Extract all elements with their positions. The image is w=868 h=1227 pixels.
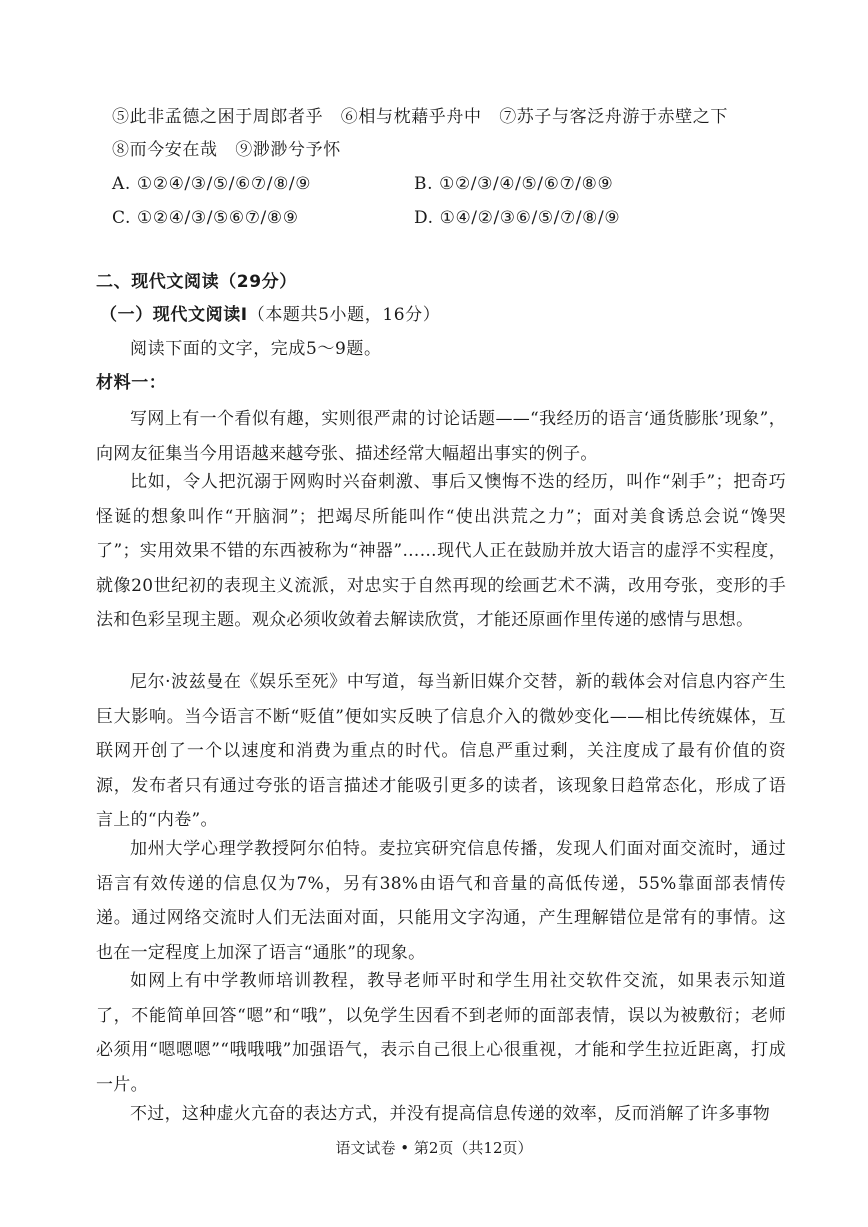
page-footer: 语文试卷 • 第2页（共12页） [335, 1139, 533, 1157]
paragraph-2: 比如，令人把沉溺于网购时兴奋刺激、事后又懊悔不迭的经历，叫作“剁手”；把奇巧怪诞的想象叫作“开脑洞”；把竭尽所能叫作“使出洪荒之力”；面对美食诱总会说“馋哭了”；实用效果不错的东西被称为“神器”……现代人正在鼓励并放大语言的虚浮不实程度，就像20世纪初的表现主义流派，对忠实于自然再现的绘画艺术不满，改用夸张，变形的手法和色彩呈现主题。观众必须收敛着去解读欣赏，才能还原画作里传递的感情与思想。 [96, 472, 786, 630]
options-line-2: ⑧而今安在哉 ⑨渺渺兮予怀 [112, 140, 341, 160]
sub-heading-title: （一）现代文阅读Ⅰ [100, 305, 248, 325]
sub-heading-note: （本题共5小题，16分） [247, 305, 441, 325]
choice-b: B. ①②/③/④/⑤/⑥⑦/⑧⑨ [414, 174, 614, 194]
choice-a: A. ①②④/③/⑤/⑥⑦/⑧/⑨ [112, 174, 312, 194]
options-line-1: ⑤此非孟德之困于周郎者乎 ⑥相与枕藉乎舟中 ⑦苏子与客泛舟游于赤壁之下 [112, 107, 728, 127]
paragraph-5: 如网上有中学教师培训教程，教导老师平时和学生用社交软件交流，如果表示知道了，不能简单回答“嗯”和“哦”，以免学生因看不到老师的面部表情，误以为被敷衍；老师必须用“嗯嗯嗯”“哦哦哦”加强语气，表示自己很上心很重视，才能和学生拉近距离，打成一片。 [96, 971, 786, 1095]
choice-d: D. ①④/②/③⑥/⑤/⑦/⑧/⑨ [414, 208, 621, 228]
paragraph-6: 不过，这种虚火亢奋的表达方式，并没有提高信息传递的效率，反而消解了许多事物 [130, 1104, 771, 1124]
sub-heading [100, 304, 440, 326]
paragraph-3: 尼尔·波兹曼在《娱乐至死》中写道，每当新旧媒介交替，新的载体会对信息内容产生巨大影响。当今语言不断“贬值”便如实反映了信息介入的微妙变化——相比传统媒体，互联网开创了一个以速度和消费为重点的时代。信息严重过剩，关注度成了最有价值的资源，发布者只有通过夸张的语言描述才能吸引更多的读者，该现象日趋常态化，形成了语言上的“内卷”。 [96, 672, 786, 830]
paragraph-4: 加州大学心理学教授阿尔伯特。麦拉宾研究信息传播，发现人们面对面交流时，通过语言有效传递的信息仅为7%，另有38%由语气和音量的高低传递，55%靠面部表情传递。通过网络交流时人们无法面对面，只能用文字沟通，产生理解错位是常有的事情。这也在一定程度上加深了语言“通胀”的现象。 [96, 839, 786, 963]
reading-instruction: 阅读下面的文字，完成5～9题。 [130, 339, 382, 359]
section-heading: 二、现代文阅读（29分） [96, 272, 297, 292]
material-label: 材料一： [96, 373, 167, 393]
paragraph-1: 写网上有一个看似有趣，实则很严肃的讨论话题——“我经历的语言‘通货膨胀’现象”，向网友征集当今用语越来越夸张、描述经常大幅超出事实的例子。 [96, 409, 786, 464]
choice-c: C. ①②④/③/⑤⑥⑦/⑧⑨ [112, 208, 299, 228]
